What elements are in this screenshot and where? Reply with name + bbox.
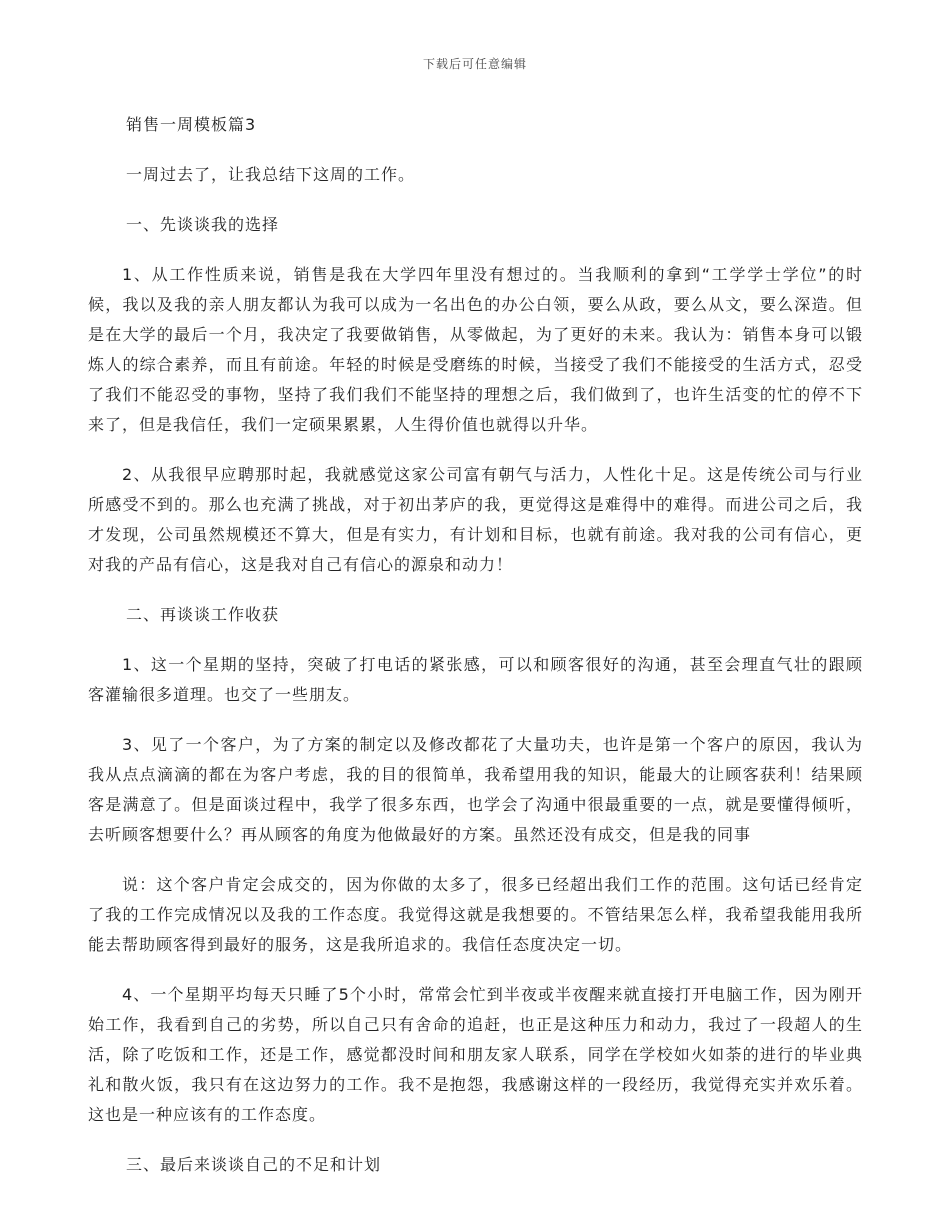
paragraph-company-impression: 2、从我很早应聘那时起，我就感觉这家公司富有朝气与活力，人性化十足。这是传统公司与行业所感受不到的。那么也充满了挑战，对于初出茅庐的我，更觉得这是难得中的难得。而进公司之后，我才发现，公司虽然规模还不算大，但是有实力，有计划和目标，也就有前途。我对我的公司有信心，更对我的产品有信心，这是我对自己有信心的源泉和动力！ <box>88 465 863 574</box>
page-header: 下载后可任意编辑 <box>422 57 527 71</box>
intro-text: 一周过去了，让我总结下这周的工作。 <box>126 165 416 184</box>
section-heading-gains: 二、再谈谈工作收获 <box>126 605 280 624</box>
paragraph-work-nature: 1、从工作性质来说，销售是我在大学四年里没有想过的。当我顺利的拿到“工学学士学位”的时候，我以及我的亲人朋友都认为我可以成为一名出色的办公白领，要么从政，要么从文，要么深造。但是在大学的最后一个月，我决定了我要做销售，从零做起，为了更好的未来。我认为：销售本身可以锻炼人的综合素养，而且有前途。年轻的时候是受磨练的时候，当接受了我们不能接受的生活方式，忍受了我们不能忍受的事物，坚持了我们我们不能坚持的理想之后，我们做到了，也许生活变的忙的停不下来了，但是我信任，我们一定硕果累累，人生得价值也就得以升华。 <box>88 265 863 434</box>
paragraph-hard-work: 4、一个星期平均每天只睡了5个小时，常常会忙到半夜或半夜醒来就直接打开电脑工作，因为刚开始工作，我看到自己的劣势，所以自己只有舍命的追赶，也正是这种压力和动力，我过了一段超人的生活，除了吃饭和工作，还是工作，感觉都没时间和朋友家人联系，同学在学校如火如荼的进行的毕业典礼和散火饭，我只有在这边努力的工作。我不是抱怨，我感谢这样的一段经历，我觉得充实并欢乐着。这也是一种应该有的工作态度。 <box>88 985 863 1124</box>
section-heading-choice: 一、先谈谈我的选择 <box>126 215 280 234</box>
document-title: 销售一周模板篇3 <box>126 115 257 134</box>
document-body <box>88 110 863 1200</box>
paragraph-phone-calls: 1、这一个星期的坚持，突破了打电话的紧张感，可以和顾客很好的沟通，甚至会理直气壮的跟顾客灌输很多道理。也交了一些朋友。 <box>88 655 863 704</box>
paragraph-colleague-comment: 说：这个客户肯定会成交的，因为你做的太多了，很多已经超出我们工作的范围。这句话已经肯定了我的工作完成情况以及我的工作态度。我觉得这就是我想要的。不管结果怎么样，我希望我能用我所能去帮助顾客得到最好的服务，这是我所追求的。我信任态度决定一切。 <box>88 875 863 954</box>
paragraph-first-client: 3、见了一个客户，为了方案的制定以及修改都花了大量功夫，也许是第一个客户的原因，我认为我从点点滴滴的都在为客户考虑，我的目的很简单，我希望用我的知识，能最大的让顾客获利！结果顾客是满意了。但是面谈过程中，我学了很多东西，也学会了沟通中很最重要的一点，就是要懂得倾听，去听顾客想要什么？再从顾客的角度为他做最好的方案。虽然还没有成交，但是我的同事 <box>88 735 863 844</box>
section-heading-shortcomings: 三、最后来谈谈自己的不足和计划 <box>126 1155 382 1174</box>
